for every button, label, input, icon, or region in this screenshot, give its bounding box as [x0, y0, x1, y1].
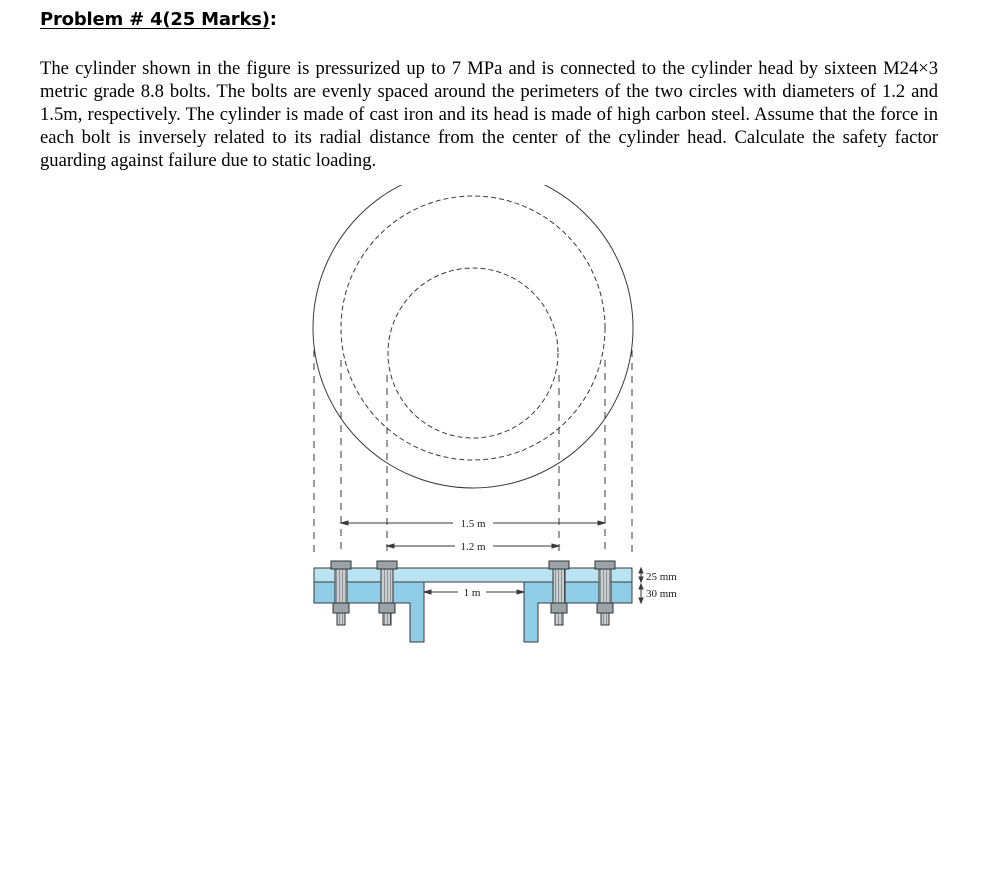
problem-statement: The cylinder shown in the figure is pressurized up to 7 MPa and is connected to the cylinder head by sixteen M24×3 metric grade 8.8 bolts. The bolts are evenly spaced around the perimeters of the two circles with diameters of 1.2 and 1.5m, respectively. The cylinder is made of cast iron and its head is made of high carbon steel. Assume that the force in each bolt is inversely related to its radial distance from the center of the cylinder head. Calculate the safety factor guarding against failure due to static loading. — [40, 58, 938, 171]
cylinder-head-plate — [314, 568, 632, 582]
dim-head-thickness: 25 mm — [646, 571, 677, 583]
dim-outer-bolt-circle: 1.5 m — [460, 518, 486, 530]
top-view — [313, 185, 633, 488]
section-view — [314, 568, 632, 642]
left-cylinder-flange — [314, 582, 424, 642]
cylinder-head-outline — [313, 185, 633, 488]
cylinder-head-figure — [300, 185, 700, 645]
thickness-dimensions — [639, 568, 643, 603]
outer-bolt-circle — [341, 196, 605, 460]
problem-heading-label: Problem # 4(25 Marks) — [40, 9, 270, 30]
dim-inner-bolt-circle: 1.2 m — [460, 541, 486, 553]
right-cylinder-flange — [524, 582, 632, 642]
inner-bolt-circle — [388, 268, 558, 438]
dim-flange-thickness: 30 mm — [646, 588, 677, 600]
problem-heading-colon: : — [269, 9, 277, 30]
dim-cylinder-diameter: 1 m — [463, 587, 481, 599]
problem-heading — [40, 9, 277, 30]
